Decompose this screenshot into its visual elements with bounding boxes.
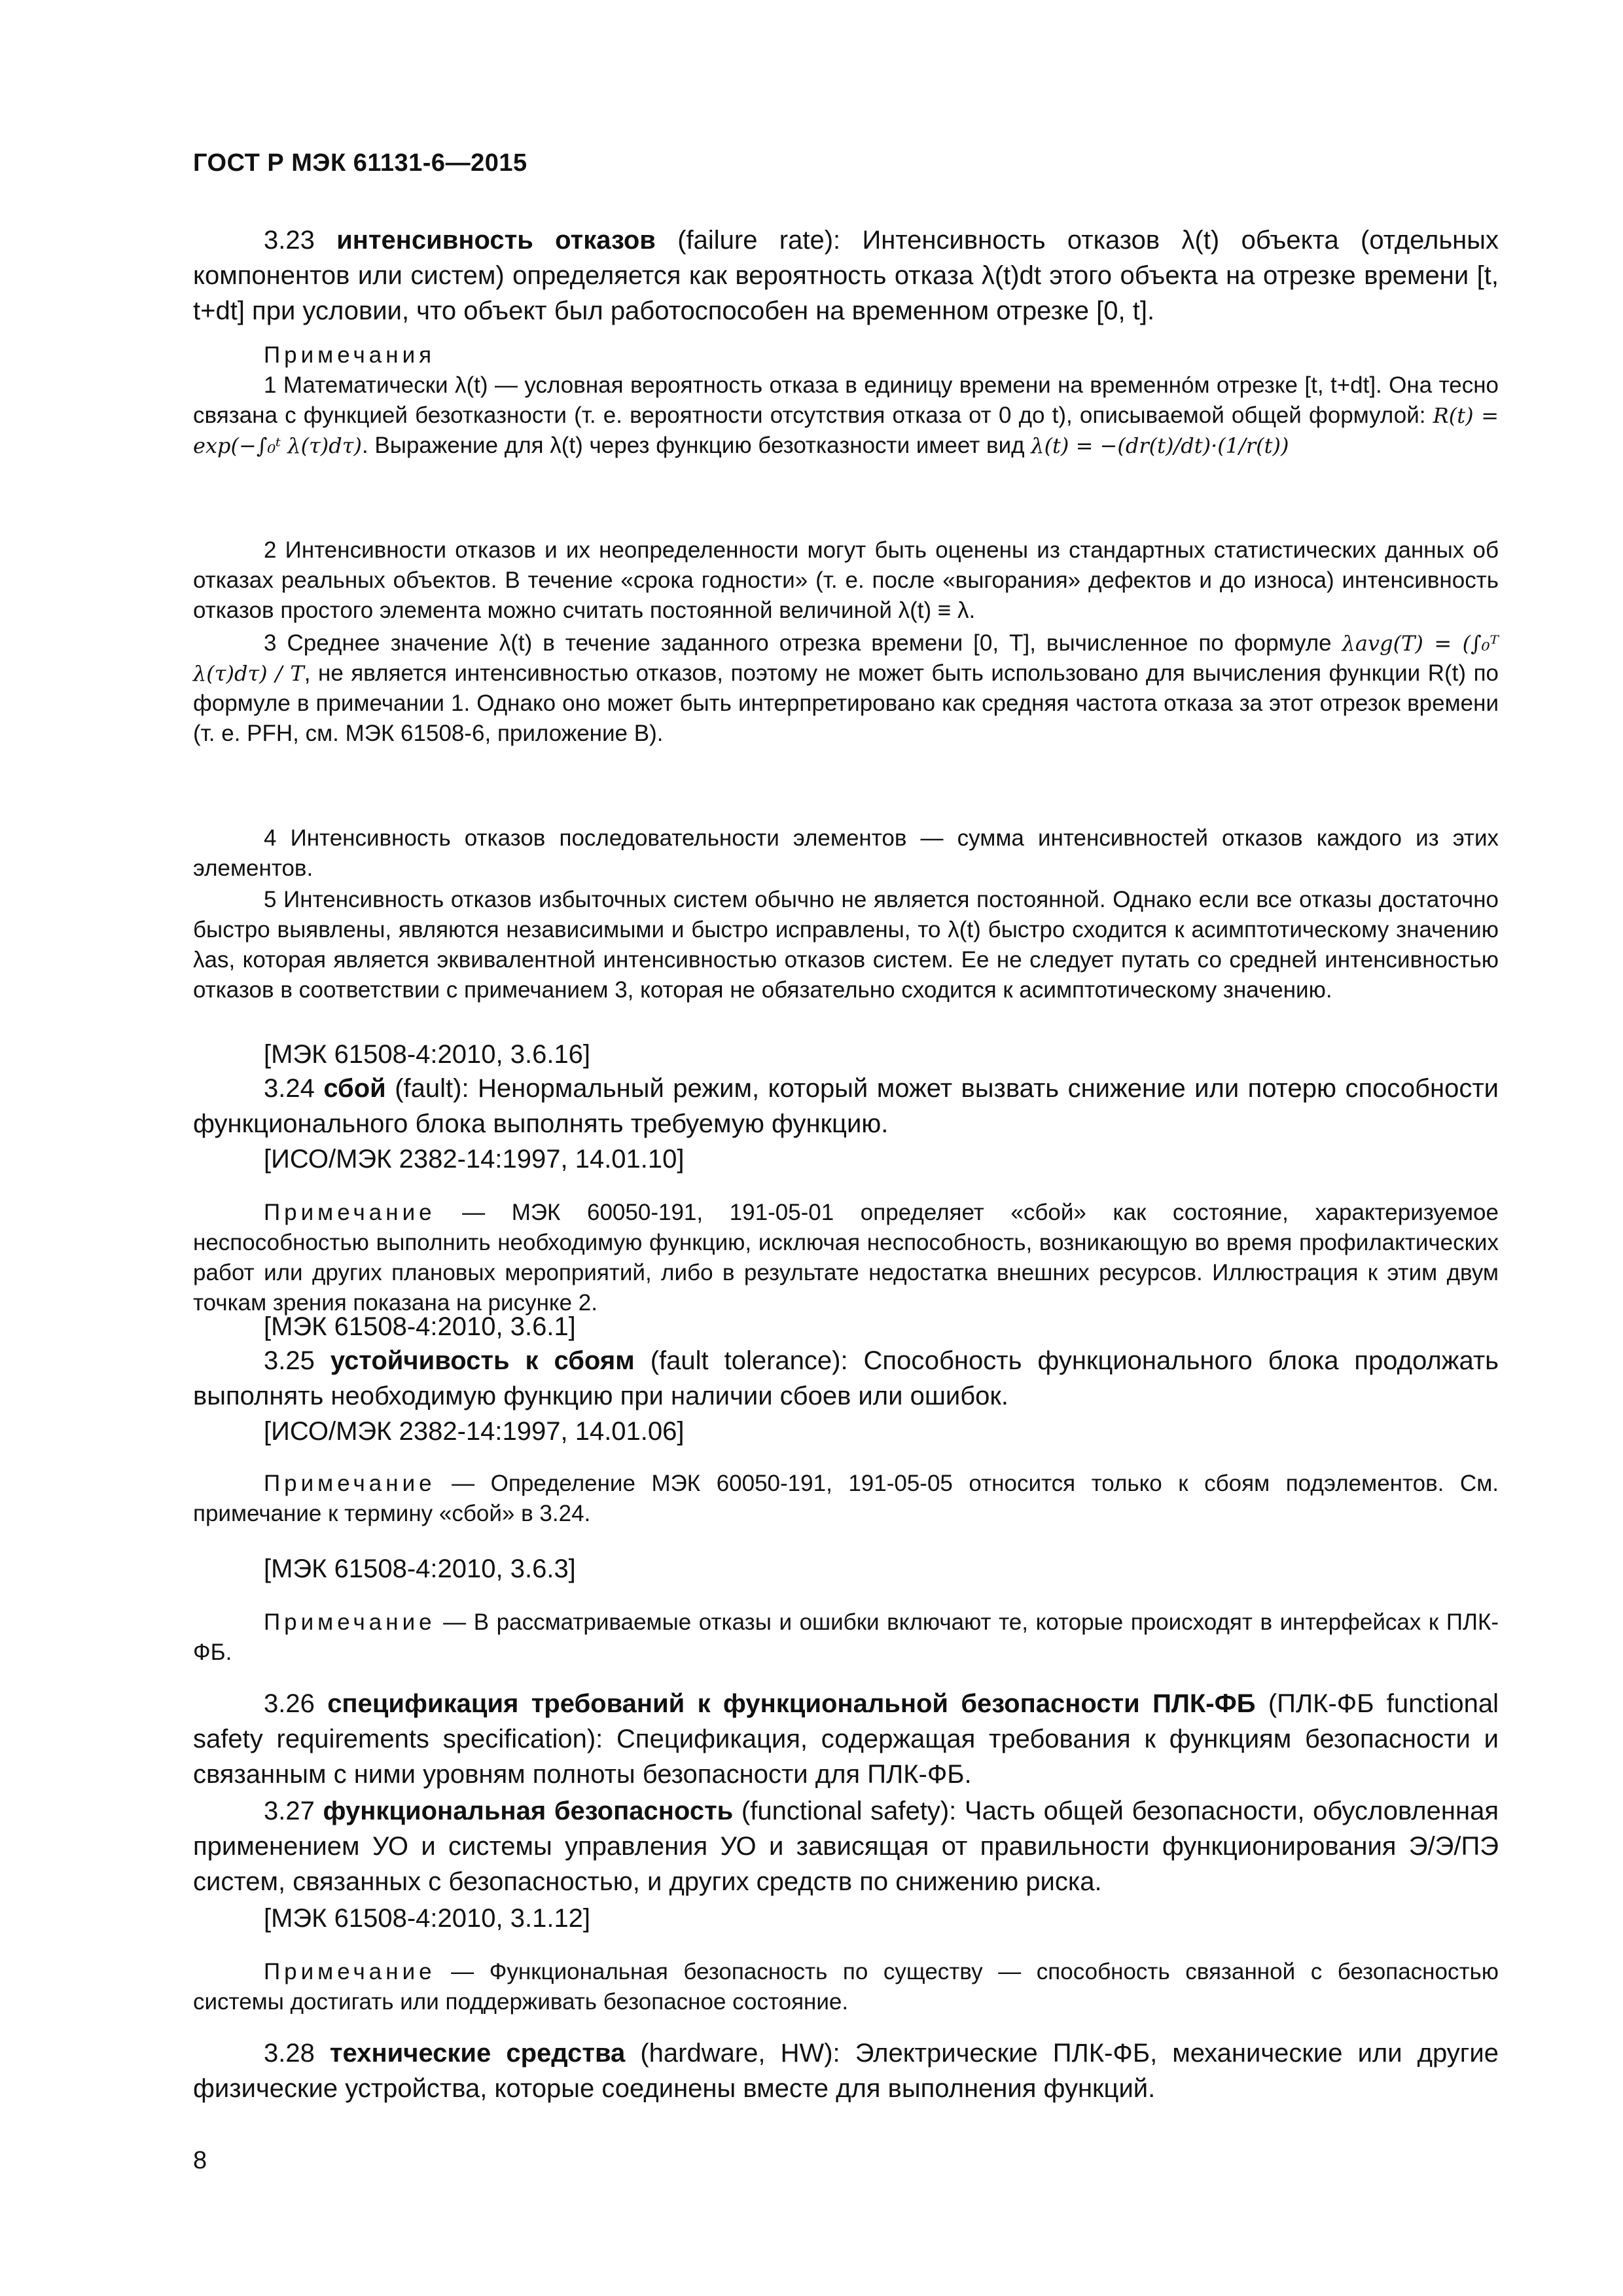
- term-name: интенсивность отказов: [336, 226, 656, 255]
- note-label: Примечание: [264, 1609, 436, 1635]
- formula-reliability: R(t) = exp(−∫₀ᵗ λ(τ)dτ): [193, 403, 1499, 458]
- note-1-text-b: . Выражение для λ(t) через функцию безотказности имеет вид: [361, 433, 1025, 458]
- note-1: [193, 370, 1499, 461]
- term-name: устойчивость к сбоям: [330, 1346, 635, 1375]
- note-5: 5 Интенсивность отказов избыточных систем обычно не является постоянной. Однако если все отказы достаточно быстро выявлены, являются независимыми и быстро исправлены, то λ(t) быстро сходится к асимптотическому значению λas, которая является эквивалентной интенсивностью отказов систем. Ее не следует путать со средней интенсивностью отказов в соответствии с примечанием 3, которая не обязательно сходится к асимптотическому значению.: [193, 887, 1499, 1003]
- note-3: [193, 628, 1499, 749]
- term-name: спецификация требований к функциональной безопасности ПЛК-ФБ: [327, 1689, 1256, 1718]
- note-label: Примечание: [264, 1200, 436, 1225]
- note-3-text: 3 Среднее значение λ(t) в течение заданного отрезка времени [0, T], вычисленное по формуле: [264, 630, 1332, 656]
- term-definition: (ПЛК-ФБ functional safety requirements specification): Спецификация, содержащая требования к функциям безопасности и связанным с ними уровням полноты безопасности для ПЛК-ФБ.: [193, 1689, 1499, 1789]
- note-text: — МЭК 60050-191, 191-05-01 определяет «сбой» как состояние, характеризуемое неспособностью выполнить необходимую функцию, исключая неспособность, возникающую во время профилактических работ или других плановых мероприятий, либо в результате недостатка внешних ресурсов. Иллюстрация к этим двум точкам зрения показана на рисунке 2.: [193, 1200, 1499, 1316]
- term-definition: (fault tolerance): Способность функционального блока продолжать выполнять необходимую функцию при наличии сбоев или ошибок.: [193, 1346, 1499, 1410]
- formula-failure-rate: λ(t) = −(dr(t)/dt)·(1/r(t)): [1031, 433, 1289, 458]
- note-label: Примечание: [264, 1471, 436, 1496]
- reference-4: [ИСО/МЭК 2382-14:1997, 14.01.06]: [264, 1417, 685, 1446]
- note-text: — Функциональная безопасность по существу — способность связанной с безопасностью системы достигать или поддерживать безопасное состояние.: [193, 1959, 1499, 2015]
- reference-3: [МЭК 61508-4:2010, 3.6.1]: [264, 1312, 576, 1341]
- formula-average-rate: λavg(T) = (∫₀ᵀ λ(τ)dτ) / T: [193, 631, 1499, 686]
- note-label: Примечание: [264, 1959, 436, 1984]
- term-3-26: [193, 1686, 1499, 1792]
- term-number: 3.26: [264, 1689, 315, 1718]
- note-3-27: [193, 1957, 1499, 2017]
- reference-5: [МЭК 61508-4:2010, 3.6.3]: [264, 1554, 576, 1583]
- term-number: 3.23: [264, 226, 315, 255]
- term-3-24: [193, 1071, 1499, 1141]
- notes-title: Примечания: [264, 342, 436, 368]
- term-name: сбой: [323, 1074, 386, 1103]
- note-3-24: [193, 1198, 1499, 1318]
- reference-2: [ИСО/МЭК 2382-14:1997, 14.01.10]: [264, 1145, 685, 1174]
- document-header: ГОСТ Р МЭК 61131-6—2015: [193, 149, 527, 177]
- note-3-25: [193, 1469, 1499, 1529]
- note-text: — Определение МЭК 60050-191, 191-05-05 относится только к сбоям подэлементов. См. примечание к термину «сбой» в 3.24.: [193, 1471, 1499, 1526]
- term-name: функциональная безопасность: [323, 1797, 734, 1825]
- note-3-text-b: , не является интенсивностью отказов, поэтому не может быть использовано для вычисления функции R(t) по формуле в примечании 1. Однако оно может быть интерпретировано как средняя частота отказа за этот отрезок времени (т. е. PFH, см. МЭК 61508-6, приложение В).: [193, 660, 1499, 746]
- reference-6: [МЭК 61508-4:2010, 3.1.12]: [264, 1904, 591, 1933]
- term-name: технические средства: [329, 2039, 626, 2068]
- note-3-25-b: [193, 1607, 1499, 1668]
- note-2: 2 Интенсивности отказов и их неопределенности могут быть оценены из стандартных статистических данных об отказах реальных объектов. В течение «срока годности» (т. е. после «выгорания» дефектов и до износа) интенсивность отказов простого элемента можно считать постоянной величиной λ(t) ≡ λ.: [193, 537, 1499, 623]
- term-definition: (functional safety): Часть общей безопасности, обусловленная применением УО и системы управления УО и зависящая от правильности функционирования Э/Э/ПЭ систем, связанных с безопасностью, и других средств по снижению риска.: [193, 1797, 1499, 1896]
- term-number: 3.28: [264, 2039, 315, 2068]
- term-3-27: [193, 1793, 1499, 1899]
- term-number: 3.24: [264, 1074, 315, 1103]
- note-1-text: 1 Математически λ(t) — условная вероятность отказа в единицу времени на временно́м отрезке [t, t+dt]. Она тесно связана с функцией безотказности (т. е. вероятности отсутствия отказа от 0 до t), описываемой общей формулой:: [193, 372, 1499, 428]
- term-3-25: [193, 1343, 1499, 1414]
- term-definition: (hardware, HW): Электрические ПЛК-ФБ, механические или другие физические устройства, которые соединены вместе для выполнения функций.: [193, 2039, 1499, 2103]
- note-text: — В рассматриваемые отказы и ошибки включают те, которые происходят в интерфейсах к ПЛК-ФБ.: [193, 1609, 1499, 1665]
- term-definition: (fault): Ненормальный режим, который может вызвать снижение или потерю способности функционального блока выполнять требуемую функцию.: [193, 1074, 1499, 1138]
- term-number: 3.27: [264, 1797, 315, 1825]
- reference-1: [МЭК 61508-4:2010, 3.6.16]: [264, 1040, 591, 1069]
- term-number: 3.25: [264, 1346, 315, 1375]
- note-4: 4 Интенсивность отказов последовательности элементов — сумма интенсивностей отказов каждого из этих элементов.: [193, 825, 1499, 881]
- term-3-28: [193, 2036, 1499, 2106]
- term-definition: (failure rate): Интенсивность отказов λ(t) объекта (отдельных компонентов или систем) определяется как вероятность отказа λ(t)dt этого объекта на отрезке времени [t, t+dt] при условии, что объект был работоспособен на временном отрезке [0, t].: [193, 226, 1499, 325]
- term-3-23: [193, 223, 1499, 329]
- page-number: 8: [193, 2147, 207, 2174]
